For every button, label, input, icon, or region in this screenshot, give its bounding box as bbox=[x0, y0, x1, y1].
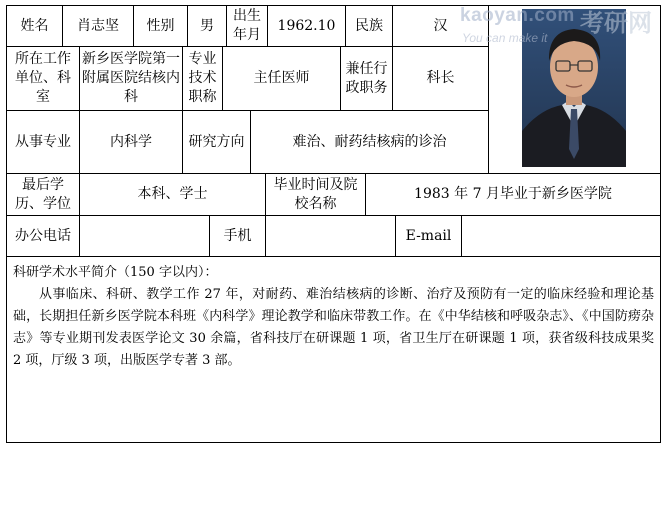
office-phone-label: 办公电话 bbox=[7, 216, 80, 257]
title-value: 主任医师 bbox=[223, 47, 341, 111]
research-label: 研究方向 bbox=[183, 111, 251, 174]
gender-value: 男 bbox=[188, 6, 227, 47]
degree-label: 最后学历、学位 bbox=[7, 174, 80, 216]
birth-value: 1962.10 bbox=[268, 6, 346, 47]
watermark-latin: kaoyan.com bbox=[460, 5, 575, 26]
research-summary bbox=[7, 260, 660, 374]
email-label: E-mail bbox=[396, 216, 462, 257]
grad-label: 毕业时间及院校名称 bbox=[266, 174, 366, 216]
summary-body: 从事临床、科研、教学工作 27 年，对耐药、难治结核病的诊断、治疗及预防有一定的临床经验和理论基础，长期担任新乡医学院本科班《内科学》理论教学和临床带教工作。在《中华结核和呼吸杂志》、《中国防痨杂志》等专业期刊发表医学论文 30 余篇，省科技厅在研课题 1 项，省卫生厅在研课题 1 项，获省级科技成果奖 2 项，厅级 3 项，出版医学专著 3 部。 bbox=[13, 287, 654, 368]
name-value: 肖志坚 bbox=[63, 6, 134, 47]
major-label: 从事专业 bbox=[7, 111, 80, 174]
summary-heading: 科研学术水平简介（150 字以内）： bbox=[13, 265, 218, 280]
degree-value: 本科、学士 bbox=[80, 174, 266, 216]
watermark-cjk: 考研网 bbox=[580, 9, 652, 37]
office-phone-value bbox=[80, 216, 210, 257]
grad-value: 1983 年 7 月毕业于新乡医学院 bbox=[366, 174, 660, 216]
admin-label: 兼任行政职务 bbox=[341, 47, 393, 111]
mobile-label: 手机 bbox=[210, 216, 266, 257]
mobile-value bbox=[266, 216, 396, 257]
email-value bbox=[462, 216, 660, 257]
birth-label: 出生年月 bbox=[227, 6, 268, 47]
research-value: 难治、耐药结核病的诊治 bbox=[251, 111, 489, 174]
unit-label: 所在工作单位、科室 bbox=[7, 47, 80, 111]
portrait-illustration bbox=[522, 9, 626, 167]
ethnicity-label: 民族 bbox=[346, 6, 393, 47]
gender-label: 性别 bbox=[134, 6, 188, 47]
name-label: 姓名 bbox=[7, 6, 63, 47]
watermark-slogan: You can make it bbox=[462, 31, 548, 45]
unit-value: 新乡医学院第一附属医院结核内科 bbox=[80, 47, 183, 111]
major-value: 内科学 bbox=[80, 111, 183, 174]
ethnicity-value: 汉 bbox=[393, 6, 489, 47]
admin-value: 科长 bbox=[393, 47, 489, 111]
portrait-photo bbox=[522, 9, 626, 167]
title-label: 专业技术职称 bbox=[183, 47, 223, 111]
